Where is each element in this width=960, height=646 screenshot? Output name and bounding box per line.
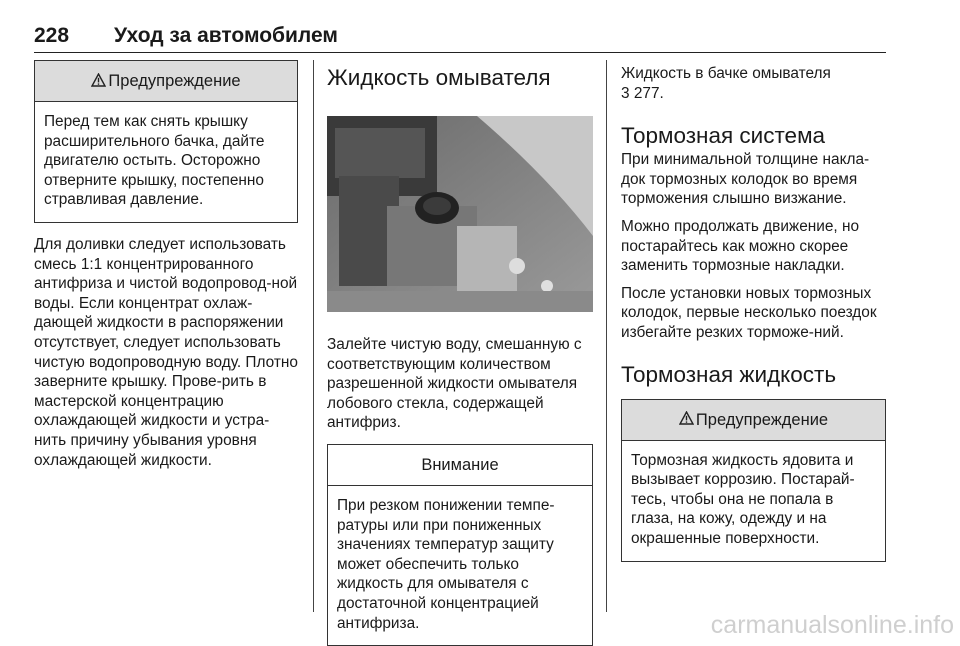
washer-fluid-heading: Жидкость омывателя — [327, 65, 551, 90]
warning-box-header — [35, 61, 297, 102]
column-left — [34, 60, 298, 470]
column-divider — [606, 60, 607, 612]
page-number: 228 — [34, 24, 70, 47]
warning-box — [34, 60, 298, 223]
chapter-title: Уход за автомобилем — [114, 24, 338, 47]
warning-text: Перед тем как снять крышку расширительного бачка, дайте двигателю остыть. Осторожно отверните крышку, постепенно стравливая давление. — [44, 113, 265, 209]
watermark: carmanualsonline.info — [710, 611, 954, 639]
notice-box-header: Внимание — [328, 445, 592, 486]
column-middle — [327, 60, 593, 646]
column-right — [621, 60, 886, 562]
warning-triangle-icon — [679, 400, 694, 440]
warning-title: Предупреждение — [108, 72, 241, 90]
coolant-paragraph: Для доливки следует использовать смесь 1:1 концентрированного антифриза и чистой водопровод-ной воды. Если концентрат охлаж-дающей жидкости в распоряжении отсутствует, следует использовать чистую водопроводную воду. Плотно заверните крышку. Прове-рить в мастерской концентрацию охлаждающей жидкости и устра-нить причину убывания уровня охлаждающей жидкости. — [34, 235, 298, 469]
brake-warning-text: Тормозная жидкость ядовита и вызывает коррозию. Постарай-тесь, чтобы она не попала в глаза, на кожу, одежду и на окрашенные поверхности. — [631, 451, 855, 547]
brake-fluid-heading: Тормозная жидкость — [621, 361, 837, 387]
brake-paragraph-1: При минимальной толщине накла-док тормозных колодок во время торможения слышно визжание. — [621, 151, 870, 208]
brake-paragraph-3: После установки новых тормозных колодок, первые несколько поездок избегайте резких торможе-ний. — [621, 284, 877, 341]
brake-warning-title: Предупреждение — [695, 410, 829, 429]
notice-box — [327, 444, 593, 646]
engine-bay-photo — [327, 116, 593, 312]
notice-text: При резком понижении темпе-ратуры или при пониженных значениях температур защиту может обеспечить только жидкость для омывателя с достаточной концентрацией антифриза. — [337, 496, 555, 632]
header-divider — [34, 52, 886, 53]
column-divider — [313, 60, 314, 612]
washer-caption: Залейте чистую воду, смешанную с соответствующим количеством разрешенной жидкости омывателя лобового стекла, содержащей антифриз. — [327, 336, 582, 432]
page-header — [34, 24, 886, 52]
brake-warning-header — [622, 400, 885, 441]
washer-reference-page[interactable]: 3 277. — [621, 84, 664, 102]
brake-paragraph-2: Можно продолжать движение, но постарайтесь как можно скорее заменить тормозные накладки. — [621, 217, 860, 275]
brake-system-heading: Тормозная система — [621, 123, 826, 149]
warning-triangle-icon — [91, 62, 106, 102]
brake-warning-box — [621, 399, 886, 562]
washer-reference-text: Жидкость в бачке омывателя — [621, 65, 831, 82]
